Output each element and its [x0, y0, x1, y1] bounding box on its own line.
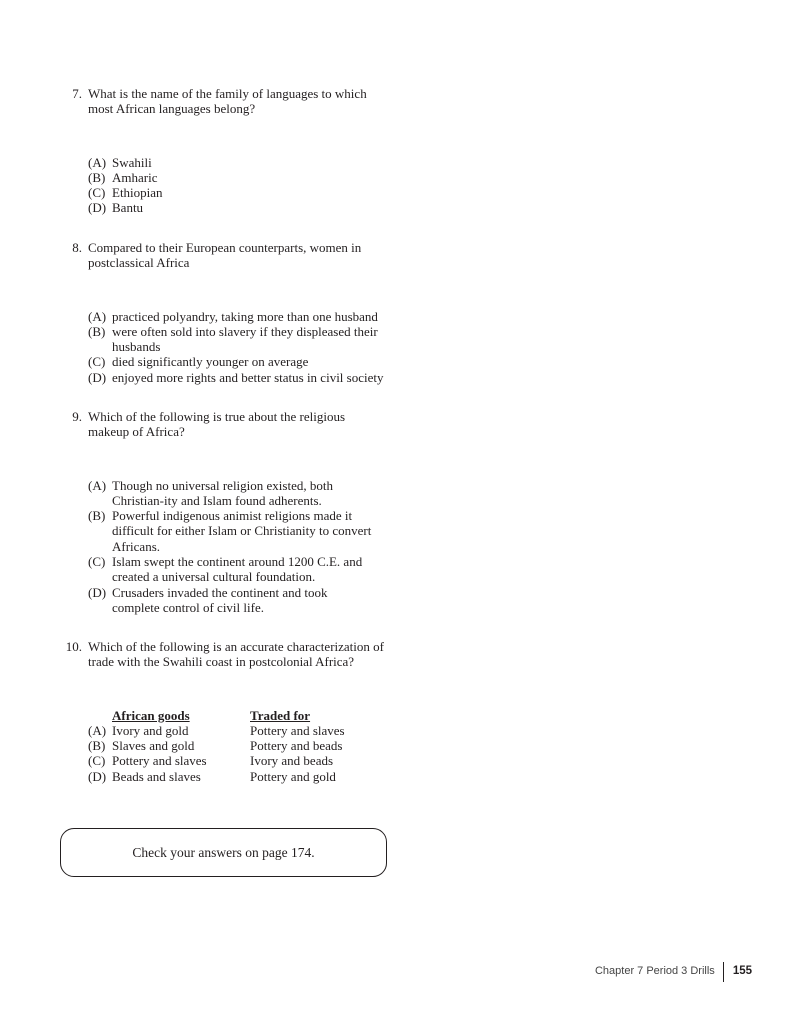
question-number: 10. [65, 639, 82, 654]
answer-option: (C) Islam swept the continent around 1200 C.E. and created a universal cultural foundation. [88, 554, 363, 585]
question-number: 7. [72, 86, 82, 101]
answer-option: (C) Ethiopian [88, 185, 163, 201]
table-row: (C) Pottery and slaves Ivory and beads [88, 753, 334, 769]
table-row: (A) Ivory and gold Pottery and slaves [88, 722, 345, 738]
column-header: Traded for [250, 707, 311, 723]
chapter-title: Chapter 7 Period 3 Drills [594, 965, 715, 978]
answer-option: (D) enjoyed more rights and better status in civil society [88, 369, 384, 385]
answer-option: (B) were often sold into slavery if they displeased their husbands [88, 323, 378, 355]
page-number: 155 [732, 965, 752, 978]
footer-divider [723, 962, 724, 982]
answer-option: (D) Bantu [88, 200, 144, 216]
question-number: 8. [72, 240, 82, 255]
answer-option: (B) Amharic [88, 169, 158, 185]
question-stem: Which of the following is true about the religious makeup of Africa? [88, 409, 346, 440]
question-9 [62, 409, 392, 615]
question-stem: What is the name of the family of languages to which most African languages belong? [88, 86, 367, 117]
page-footer [595, 962, 752, 982]
answer-option: (A) Swahili [88, 154, 152, 170]
table-row: (D) Beads and slaves Pottery and gold [88, 768, 336, 784]
question-10 [62, 639, 392, 784]
answer-option: (C) died significantly younger on average [88, 354, 309, 370]
question-stem: Compared to their European counterparts, women in postclassical Africa [88, 240, 362, 271]
table-row: (B) Slaves and gold Pottery and beads [88, 738, 343, 754]
column-header: African goods [112, 707, 190, 723]
question-number: 9. [72, 409, 82, 424]
question-7 [62, 86, 392, 216]
question-8 [62, 240, 392, 385]
answer-option: (D) Crusaders invaded the continent and took complete control of civil life. [88, 584, 328, 615]
answer-option: (A) practiced polyandry, taking more than one husband [88, 308, 378, 324]
answer-option: (A) Though no universal religion existed, both Christian-ity and Islam found adherents. [88, 477, 333, 508]
answer-check-box [60, 828, 387, 877]
answer-check-text: Check your answers on page 174. [132, 844, 315, 860]
question-stem: Which of the following is an accurate characterization of trade with the Swahili coast in postcolonial Africa? [88, 639, 384, 670]
answer-option: (B) Powerful indigenous animist religions made it difficult for either Islam or Christianity to convert Africans. [88, 508, 372, 554]
answer-table [88, 708, 345, 784]
